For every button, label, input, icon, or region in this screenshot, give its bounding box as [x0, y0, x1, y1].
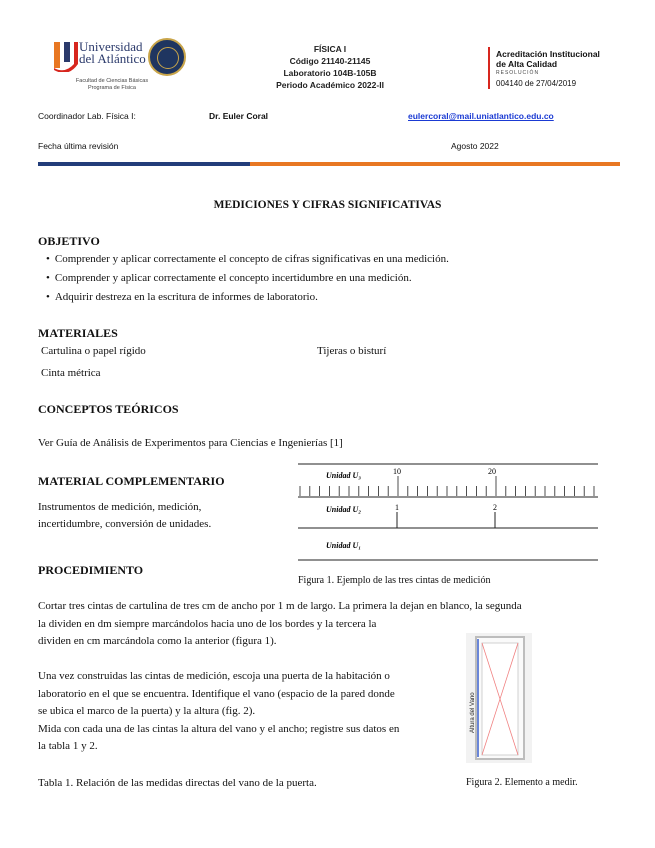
tape-u3 [298, 464, 598, 497]
theory-heading: CONCEPTOS TEÓRICOS [38, 402, 179, 416]
materials-heading: MATERIALES [38, 326, 118, 340]
header-rule-orange [250, 162, 620, 166]
tape-u2-label: Unidad U₂ [326, 505, 362, 514]
procedure-line: laboratorio en el que se encuentra. Identifique el vano (espacio de la pared donde [38, 687, 395, 700]
accreditation-line2: de Alta Calidad [496, 59, 558, 69]
objective-item: • Adquirir destreza en la escritura de informes de laboratorio. [46, 291, 318, 303]
table1-caption: Tabla 1. Relación de las medidas directas del vano de la puerta. [38, 777, 317, 789]
course-name: FÍSICA I [313, 44, 347, 54]
procedure-paragraph-2 [38, 668, 463, 756]
university-name-line2: del Atlántico [79, 51, 146, 66]
tape-u2-mark: 1 [395, 503, 399, 512]
header-rule-navy [38, 162, 250, 166]
course-header [262, 43, 398, 91]
procedure-line: Mida con cada una de las cintas la altura del vano y el ancho; registre sus datos en [38, 722, 400, 735]
course-code: Código 21140-21145 [289, 56, 371, 66]
accreditation-resolution: RESOLUCIÓN [496, 70, 540, 76]
university-logo-icon [52, 40, 78, 72]
procedure-line: Cortar tres cintas de cartulina de tres cm de ancho por 1 m de largo. La primera la dejan en blanco, la segunda [38, 600, 522, 612]
accreditation-line1: Acreditación Institucional [496, 49, 600, 59]
tape-u1-label: Unidad U₁ [326, 541, 362, 550]
tape-u3-mark: 10 [393, 467, 401, 476]
procedure-heading: PROCEDIMIENTO [38, 563, 144, 577]
lab-room: Laboratorio 104B-105B [283, 68, 377, 78]
accreditation-bar [488, 47, 490, 89]
complementary-heading: MATERIAL COMPLEMENTARIO [38, 474, 225, 488]
procedure-line: se ubica el marco de la puerta) y la altura (fig. 2). [38, 705, 256, 717]
coordinator-name: Dr. Euler Coral [209, 111, 269, 121]
tape-u3-label: Unidad U₃ [326, 471, 362, 480]
complementary-line1: Instrumentos de medición, medición, [38, 501, 202, 513]
tape-u3-mark: 20 [488, 467, 496, 476]
theory-text: Ver Guía de Análisis de Experimentos para Ciencias e Ingenierías [1] [38, 437, 343, 449]
material-item: Cinta métrica [41, 367, 101, 379]
faculty-info [72, 78, 152, 92]
university-name [79, 41, 146, 65]
university-seal-icon [148, 38, 186, 76]
accreditation-date: 004140 de 27/04/2019 [496, 79, 577, 88]
program-name: Programa de Física [88, 85, 136, 91]
accreditation-title [496, 49, 600, 69]
tape-u2-mark: 2 [493, 503, 497, 512]
document-title: MEDICIONES Y CIFRAS SIGNIFICATIVAS [213, 199, 442, 211]
door-figure [466, 633, 532, 763]
objective-item: • Comprender y aplicar correctamente el concepto incertidumbre en una medición. [46, 272, 412, 284]
coordinator-label: Coordinador Lab. Física I: [38, 111, 136, 121]
objective-heading: OBJETIVO [38, 234, 100, 248]
objective-item: • Comprender y aplicar correctamente el concepto de cifras significativas en una medición. [46, 253, 449, 265]
material-item: Cartulina o papel rígido [41, 345, 146, 357]
tape-u1 [298, 541, 598, 560]
measuring-tapes-figure [298, 462, 598, 562]
revision-label: Fecha última revisión [38, 141, 119, 151]
figure2-caption: Figura 2. Elemento a medir. [466, 777, 578, 788]
procedure-line: Una vez construidas las cintas de medición, escoja una puerta de la habitación o [38, 670, 390, 682]
academic-period: Periodo Académico 2022-II [276, 80, 384, 90]
material-item: Tijeras o bisturí [317, 345, 387, 357]
procedure-line: la dividen en dm siempre marcándolos hacia uno de los bordes y la tercera la [38, 617, 377, 630]
door-height-label: Altura del Vano [470, 692, 476, 733]
complementary-line2: incertidumbre, conversión de unidades. [38, 518, 212, 530]
university-name-line1: Universidad [79, 39, 143, 54]
tape-u2 [298, 503, 598, 528]
coordinator-email-link[interactable]: eulercoral@mail.uniatlantico.edu.co [408, 111, 554, 121]
figure1-caption: Figura 1. Ejemplo de las tres cintas de medición [298, 575, 491, 586]
faculty-name: Facultad de Ciencias Básicas [75, 78, 149, 84]
procedure-line: dividen en cm marcándola como la anterior (figura 1). [38, 635, 277, 647]
revision-date: Agosto 2022 [451, 141, 499, 151]
procedure-line: la tabla 1 y 2. [38, 740, 98, 752]
